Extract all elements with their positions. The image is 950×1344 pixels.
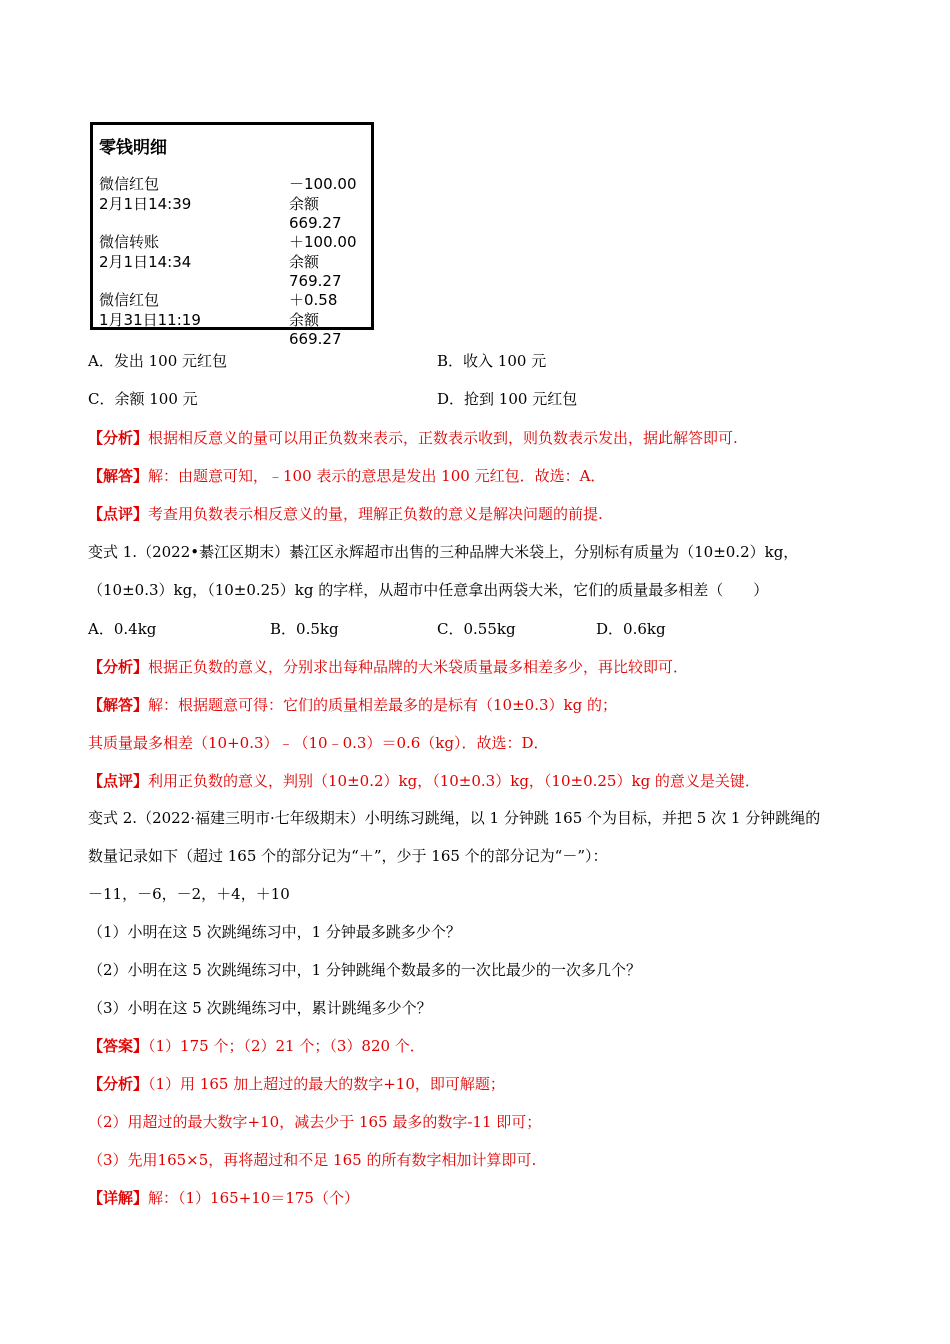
analysis-text: （1）用 165 加上超过的最大的数字+10，即可解题； [148, 1075, 505, 1093]
q1-option-a: A．发出 100 元红包 [88, 352, 227, 370]
comment-text: 考查用负数表示相反意义的量，理解正负数的意义是解决问题的前提. [148, 505, 603, 523]
q2-option-b: B．0.5kg [270, 620, 339, 638]
detail-text: 解：（1）165+10＝175（个） [148, 1189, 359, 1207]
wallet-row-time: 2月1日14:39 [99, 195, 192, 213]
wallet-row-amount: ＋0.58 [289, 291, 338, 309]
q2-stem-line-2: （10±0.3）kg，（10±0.25）kg 的字样，从超市中任意拿出两袋大米，它们的质量最多相差（ ） [88, 581, 769, 599]
q3-analysis-line-2: （2）用超过的最大数字+10，减去少于 165 最多的数字-11 即可； [88, 1113, 542, 1131]
analysis-text: 根据相反意义的量可以用正负数来表示，正数表示收到，则负数表示发出，据此解答即可. [148, 429, 738, 447]
q3-sub-question-1: （1）小明在这 5 次跳绳练习中，1 分钟最多跳多少个？ [88, 923, 461, 941]
q3-sub-question-2: （2）小明在这 5 次跳绳练习中，1 分钟跳绳个数最多的一次比最少的一次多几个？ [88, 961, 641, 979]
q1-option-d: D．抢到 100 元红包 [437, 390, 578, 408]
wallet-row-balance: 余额769.27 [289, 253, 342, 290]
wallet-row-amount: ＋100.00 [289, 233, 357, 251]
q2-analysis [88, 657, 688, 677]
q1-option-b: B．收入 100 元 [437, 352, 547, 370]
q3-stem-line-1: 变式 2.（2022·福建三明市·七年级期末）小明练习跳绳，以 1 分钟跳 165 个为目标，并把 5 次 1 分钟跳绳的 [88, 809, 821, 827]
answer-tag: 【解答】 [88, 696, 149, 714]
comment-tag: 【点评】 [88, 505, 149, 523]
analysis-tag: 【分析】 [88, 1075, 149, 1093]
wallet-row-name: 微信红包 [99, 175, 160, 193]
q3-detail [88, 1188, 359, 1208]
q3-stem-line-2: 数量记录如下（超过 165 个的部分记为“＋”，少于 165 个的部分记为“－”）： [88, 847, 608, 865]
wallet-row-time: 2月1日14:34 [99, 253, 192, 271]
q2-comment [88, 771, 760, 791]
q2-answer [88, 695, 617, 715]
answer-tag: 【答案】 [88, 1037, 149, 1055]
answer-text: 解：由题意可知，﹣100 表示的意思是发出 100 元红包．故选：A． [148, 467, 606, 485]
q1-analysis [88, 428, 738, 448]
analysis-text: 根据正负数的意义，分别求出每种品牌的大米袋质量最多相差多少，再比较即可． [148, 658, 689, 676]
wallet-row [99, 231, 369, 290]
answer-tag: 【解答】 [88, 467, 149, 485]
q2-option-d: D．0.6kg [596, 620, 666, 638]
detail-tag: 【详解】 [88, 1189, 149, 1207]
q3-data: －11，－6，－2，＋4，＋10 [88, 885, 290, 903]
q1-option-c: C．余额 100 元 [88, 390, 198, 408]
wallet-row-balance: 余额669.27 [289, 195, 342, 232]
wallet-title: 零钱明细 [99, 138, 167, 158]
wallet-row-name: 微信红包 [99, 291, 160, 309]
analysis-tag: 【分析】 [88, 429, 149, 447]
q3-sub-question-3: （3）小明在这 5 次跳绳练习中，累计跳绳多少个？ [88, 999, 432, 1017]
q2-option-c: C．0.55kg [437, 620, 516, 638]
wallet-row-amount: －100.00 [289, 175, 357, 193]
wallet-row [99, 173, 369, 232]
wallet-row [99, 289, 369, 348]
q2-stem-line-1: 变式 1.（2022•綦江区期末）綦江区永辉超市出售的三种品牌大米袋上，分别标有质量为（10±0.2）kg， [88, 543, 799, 561]
q2-option-a: A．0.4kg [88, 620, 157, 638]
q3-analysis-line-3: （3）先用165×5，再将超过和不足 165 的所有数字相加计算即可. [88, 1151, 537, 1169]
analysis-tag: 【分析】 [88, 658, 149, 676]
answer-text: 解：根据题意可得：它们的质量相差最多的是标有（10±0.3）kg 的； [148, 696, 617, 714]
answer-text: （1）175 个；（2）21 个；（3）820 个． [148, 1037, 425, 1055]
comment-text: 利用正负数的意义，判别（10±0.2）kg，（10±0.3）kg，（10±0.25）kg 的意义是关键． [148, 772, 760, 790]
q3-answer [88, 1036, 425, 1056]
q3-analysis [88, 1074, 505, 1094]
wallet-row-time: 1月31日11:19 [99, 311, 201, 329]
wallet-row-balance: 余额669.27 [289, 311, 342, 348]
q2-answer-line-2: 其质量最多相差（10+0.3）﹣（10﹣0.3）＝0.6（kg）．故选：D． [88, 734, 549, 752]
wallet-screenshot-figure [90, 122, 374, 348]
q1-comment [88, 504, 603, 524]
q1-answer [88, 466, 605, 486]
comment-tag: 【点评】 [88, 772, 149, 790]
wallet-row-name: 微信转账 [99, 233, 160, 251]
